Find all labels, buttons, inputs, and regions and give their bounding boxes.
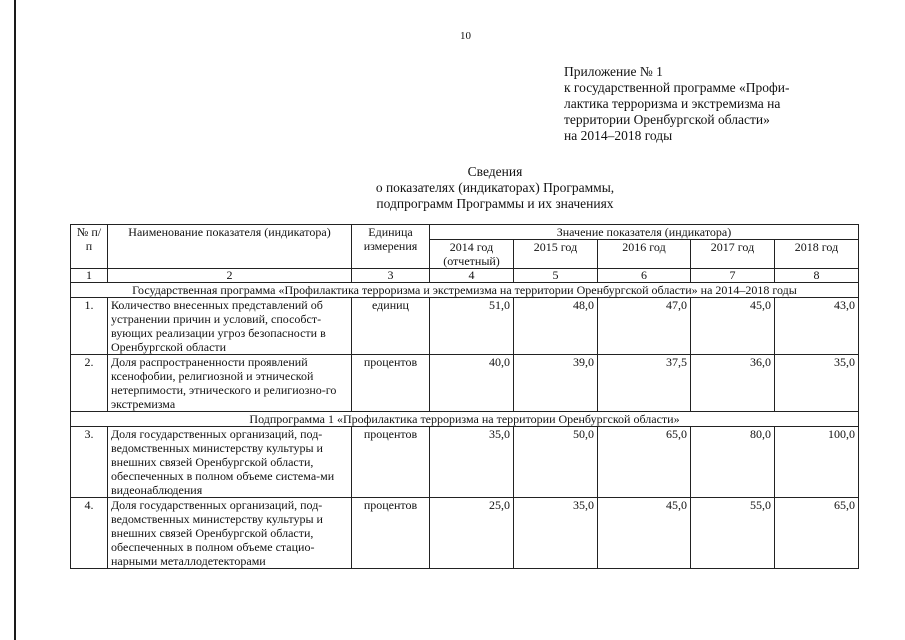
table-row bbox=[71, 498, 859, 569]
header-num: № п/п bbox=[71, 225, 108, 269]
indicators-table bbox=[70, 224, 859, 569]
section-row bbox=[71, 283, 859, 298]
row-value: 37,5 bbox=[598, 355, 691, 412]
column-number: 5 bbox=[514, 269, 598, 283]
row-value: 39,0 bbox=[514, 355, 598, 412]
row-name: Доля распространенности проявлений ксенофобии, религиозной и этнической нетерпимости, этнического и религиозно-го экстремизма bbox=[108, 355, 352, 412]
page-number: 10 bbox=[460, 30, 471, 42]
column-number: 3 bbox=[352, 269, 430, 283]
row-name: Доля государственных организаций, под-ведомственных министерству культуры и внешних связей Оренбургской области, обеспеченных в полном объеме системa-ми видеонаблюдения bbox=[108, 427, 352, 498]
row-value: 51,0 bbox=[430, 298, 514, 355]
row-value: 80,0 bbox=[691, 427, 775, 498]
row-unit: процентов bbox=[352, 427, 430, 498]
table-row bbox=[71, 298, 859, 355]
header-year: 2017 год bbox=[691, 240, 775, 269]
header-row bbox=[71, 225, 859, 240]
header-year: 2015 год bbox=[514, 240, 598, 269]
row-value: 45,0 bbox=[598, 498, 691, 569]
title-line: подпрограмм Программы и их значениях bbox=[376, 196, 614, 211]
row-value: 55,0 bbox=[691, 498, 775, 569]
document-title bbox=[300, 164, 690, 212]
appendix-line: территории Оренбургской области» bbox=[564, 112, 770, 127]
row-value: 35,0 bbox=[775, 355, 859, 412]
row-unit: процентов bbox=[352, 355, 430, 412]
column-numbers-row bbox=[71, 269, 859, 283]
row-value: 36,0 bbox=[691, 355, 775, 412]
table-row bbox=[71, 355, 859, 412]
row-value: 40,0 bbox=[430, 355, 514, 412]
header-unit: Единица измерения bbox=[352, 225, 430, 269]
table-row bbox=[71, 427, 859, 498]
row-unit: процентов bbox=[352, 498, 430, 569]
appendix-note bbox=[564, 64, 789, 144]
row-value: 47,0 bbox=[598, 298, 691, 355]
column-number: 2 bbox=[108, 269, 352, 283]
row-name: Количество внесенных представлений об устранении причин и условий, способст-вующих реализации угроз безопасности в Оренбургской области bbox=[108, 298, 352, 355]
header-values-group: Значение показателя (индикатора) bbox=[430, 225, 859, 240]
title-line: о показателях (индикаторах) Программы, bbox=[375, 180, 615, 195]
section-title: Подпрограмма 1 «Профилактика терроризма на территории Оренбургской области» bbox=[71, 412, 859, 427]
header-year: 2016 год bbox=[598, 240, 691, 269]
row-num: 2. bbox=[71, 355, 108, 412]
row-value: 35,0 bbox=[514, 498, 598, 569]
header-year: 2018 год bbox=[775, 240, 859, 269]
appendix-line: лактика терроризма и экстремизма на bbox=[564, 96, 781, 111]
column-number: 6 bbox=[598, 269, 691, 283]
row-value: 65,0 bbox=[775, 498, 859, 569]
column-number: 7 bbox=[691, 269, 775, 283]
row-value: 48,0 bbox=[514, 298, 598, 355]
row-unit: единиц bbox=[352, 298, 430, 355]
row-num: 4. bbox=[71, 498, 108, 569]
appendix-line: на 2014–2018 годы bbox=[564, 128, 673, 143]
row-value: 65,0 bbox=[598, 427, 691, 498]
column-number: 1 bbox=[71, 269, 108, 283]
column-number: 8 bbox=[775, 269, 859, 283]
row-value: 25,0 bbox=[430, 498, 514, 569]
row-num: 1. bbox=[71, 298, 108, 355]
title-line: Сведения bbox=[467, 164, 523, 179]
row-value: 43,0 bbox=[775, 298, 859, 355]
page-left-edge bbox=[14, 0, 16, 640]
row-value: 45,0 bbox=[691, 298, 775, 355]
row-num: 3. bbox=[71, 427, 108, 498]
appendix-line: к государственной программе «Профи- bbox=[564, 80, 790, 95]
row-name: Доля государственных организаций, под-ведомственных министерству культуры и внешних связей Оренбургской области, обеспеченных в полном объеме стацио-нарными металлодетекторами bbox=[108, 498, 352, 569]
row-value: 35,0 bbox=[430, 427, 514, 498]
column-number: 4 bbox=[430, 269, 514, 283]
header-name: Наименование показателя (индикатора) bbox=[108, 225, 352, 269]
section-row bbox=[71, 412, 859, 427]
header-year: 2014 год (отчетный) bbox=[430, 240, 514, 269]
row-value: 50,0 bbox=[514, 427, 598, 498]
appendix-line: Приложение № 1 bbox=[564, 64, 663, 79]
section-title: Государственная программа «Профилактика терроризма и экстремизма на территории Оренбургской области» на 2014–2018 годы bbox=[71, 283, 859, 298]
row-value: 100,0 bbox=[775, 427, 859, 498]
